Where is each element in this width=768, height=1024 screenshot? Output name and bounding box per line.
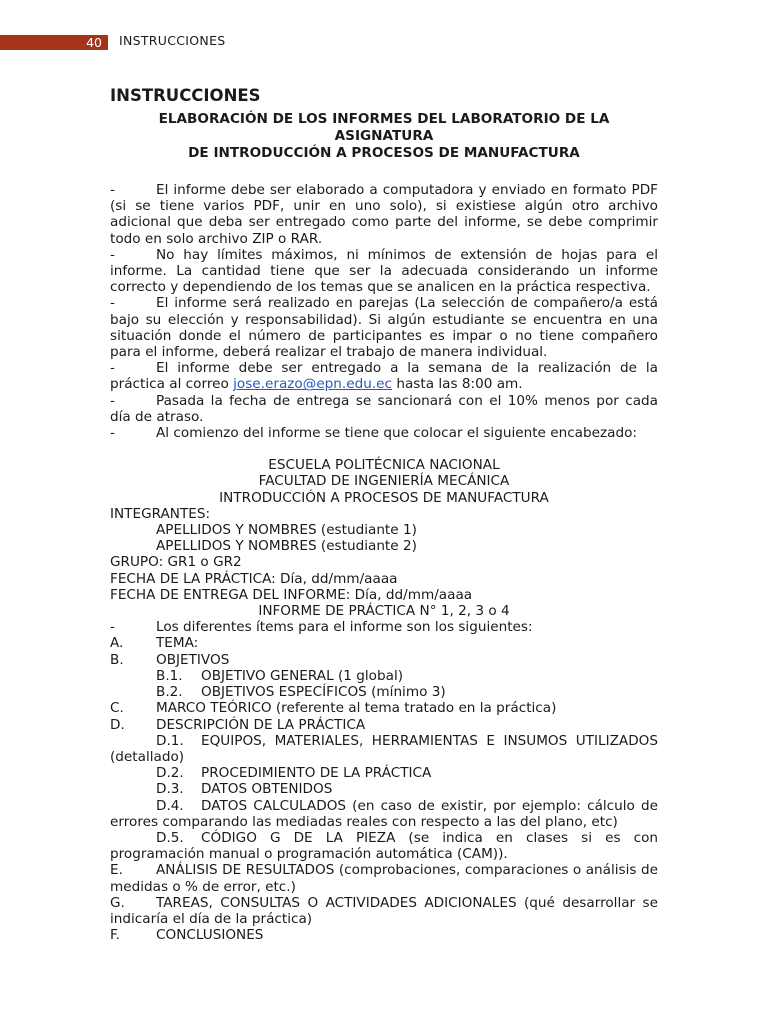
bullet-item xyxy=(110,247,658,296)
item-d4 xyxy=(110,798,658,830)
template-school: ESCUELA POLITÉCNICA NACIONAL xyxy=(268,457,500,474)
item-d1 xyxy=(110,733,658,765)
item-text: PROCEDIMIENTO DE LA PRÁCTICA xyxy=(201,765,432,782)
bullet-text: El informe debe ser entregado a la semana de la realización de la práctica al correo xyxy=(110,360,658,393)
item-f xyxy=(110,927,658,943)
template-report-title: INFORME DE PRÁCTICA N° 1, 2, 3 o 4 xyxy=(258,603,510,620)
email-link[interactable]: jose.erazo@epn.edu.ec xyxy=(233,376,393,393)
item-text: DESCRIPCIÓN DE LA PRÁCTICA xyxy=(156,716,366,733)
template-member-1: APELLIDOS Y NOMBRES (estudiante 1) xyxy=(156,522,417,539)
bullet-item xyxy=(110,182,658,247)
bullet-dash: - xyxy=(110,360,115,377)
item-b xyxy=(110,652,658,668)
bullet-dash: - xyxy=(110,392,115,409)
bullet-item xyxy=(110,295,658,360)
template-course: INTRODUCCIÓN A PROCESOS DE MANUFACTURA xyxy=(219,489,549,506)
bullet-text: hasta las 8:00 am. xyxy=(396,376,523,393)
item-letter: D. xyxy=(110,716,125,733)
item-code: D.3. xyxy=(156,781,184,798)
spacer xyxy=(110,441,658,457)
bullet-text: El informe debe ser elaborado a computadora y enviado en formato PDF (si se tiene varios PDF, unir en uno solo), si existiese algún otro archivo adicional que deba ser entregado como parte del informe, se debe comprimir todo en solo archivo ZIP o RAR. xyxy=(110,182,658,247)
bullet-text: El informe será realizado en parejas (La selección de compañero/a está bajo su elección y responsabilidad). Si algún estudiante se encuentra en una situación donde el número de participantes es impar o no tiene compañero para el informe, deberá realizar el trabajo de manera individual. xyxy=(110,295,658,361)
item-text: OBJETIVO GENERAL (1 global) xyxy=(201,667,404,684)
bullet-dash: - xyxy=(110,619,115,636)
item-e xyxy=(110,862,658,894)
template-faculty: FACULTAD DE INGENIERÍA MECÁNICA xyxy=(258,473,510,490)
item-code: B.1. xyxy=(156,667,183,684)
page-number: 40 xyxy=(86,35,102,50)
item-text: OBJETIVOS ESPECÍFICOS (mínimo 3) xyxy=(201,684,446,701)
template-members-label: INTEGRANTES: xyxy=(110,505,211,522)
item-c xyxy=(110,700,658,716)
bullet-dash: - xyxy=(110,182,115,198)
item-code: D.1. xyxy=(156,732,184,749)
item-text: ANÁLISIS DE RESULTADOS (comprobaciones, comparaciones o análisis de medidas o % de error, etc.) xyxy=(110,862,658,895)
item-d xyxy=(110,717,658,733)
item-text: TAREAS, CONSULTAS O ACTIVIDADES ADICIONALES (qué desarrollar se indicaría el día de la práctica) xyxy=(110,894,658,927)
template-group: GRUPO: GR1 o GR2 xyxy=(110,554,242,571)
section-heading: INSTRUCCIONES xyxy=(110,86,261,105)
template-practice-date: FECHA DE LA PRÁCTICA: Día, dd/mm/aaaa xyxy=(110,570,398,587)
bullet-dash: - xyxy=(110,295,115,312)
template-delivery-date: FECHA DE ENTREGA DEL INFORME: Día, dd/mm/aaaa xyxy=(110,586,473,603)
document-title xyxy=(110,111,658,162)
items-intro-text: Los diferentes ítems para el informe son los siguientes: xyxy=(156,619,533,636)
item-text: DATOS OBTENIDOS xyxy=(201,781,333,798)
item-text: EQUIPOS, MATERIALES, HERRAMIENTAS E INSUMOS UTILIZADOS (detallado) xyxy=(110,732,658,765)
item-letter: F. xyxy=(110,927,120,944)
item-letter: C. xyxy=(110,700,124,717)
item-text: CÓDIGO G DE LA PIEZA (se indica en clases si es con programación manual o programación automática (CAM)). xyxy=(110,829,658,863)
item-code: D.2. xyxy=(156,765,184,782)
items-intro xyxy=(110,619,658,635)
bullet-dash: - xyxy=(110,246,115,263)
item-d5 xyxy=(110,830,658,862)
bullet-item xyxy=(110,393,658,425)
item-code: B.2. xyxy=(156,684,183,701)
page-content xyxy=(110,86,658,943)
bullet-text: No hay límites máximos, ni mínimos de extensión de hojas para el informe. La cantidad tiene que ser la adecuada considerando un informe correcto y dependiendo de los temas que se analicen en la práctica respectiva. xyxy=(110,246,658,296)
item-code: D.5. xyxy=(156,829,184,846)
item-letter: G. xyxy=(110,894,125,911)
item-g xyxy=(110,895,658,927)
item-text: TEMA: xyxy=(156,635,199,652)
template-member-2: APELLIDOS Y NOMBRES (estudiante 2) xyxy=(156,538,417,555)
title-line-1: ELABORACIÓN DE LOS INFORMES DEL LABORATORIO DE LA ASIGNATURA xyxy=(158,111,610,144)
item-text: CONCLUSIONES xyxy=(156,927,264,944)
title-line-2: DE INTRODUCCIÓN A PROCESOS DE MANUFACTURA xyxy=(188,145,580,161)
item-letter: A. xyxy=(110,635,124,652)
item-text: OBJETIVOS xyxy=(156,651,230,668)
item-text: MARCO TEÓRICO (referente al tema tratado en la práctica) xyxy=(156,700,557,717)
running-header: INSTRUCCIONES xyxy=(119,33,226,48)
bullet-dash: - xyxy=(110,425,115,442)
item-text: DATOS CALCULADOS (en caso de existir, por ejemplo: cálculo de errores comparando las mediadas reales con respecto a las del plano, etc) xyxy=(110,797,658,830)
bullet-text: Al comienzo del informe se tiene que colocar el siguiente encabezado: xyxy=(156,425,637,442)
item-b1 xyxy=(110,668,658,684)
item-a xyxy=(110,635,658,651)
item-b2 xyxy=(110,684,658,700)
bullet-text: Pasada la fecha de entrega se sancionará con el 10% menos por cada día de atraso. xyxy=(110,392,658,425)
item-letter: E. xyxy=(110,862,123,879)
item-letter: B. xyxy=(110,651,124,668)
item-d3 xyxy=(110,781,658,797)
bullet-item xyxy=(110,360,658,392)
item-d2 xyxy=(110,765,658,781)
item-code: D.4. xyxy=(156,797,184,814)
bullet-item xyxy=(110,425,658,441)
